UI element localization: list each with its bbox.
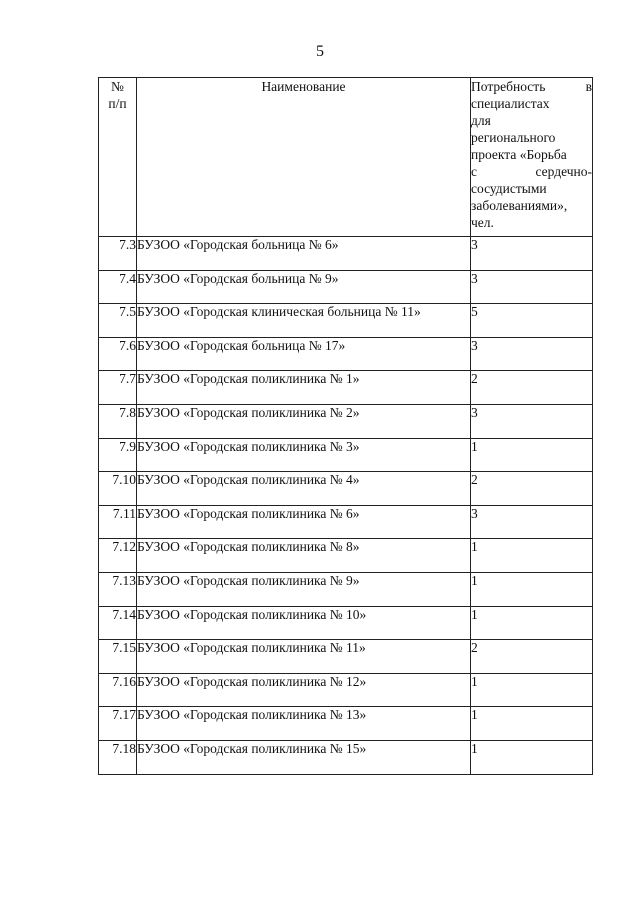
row-name: БУЗОО «Городская поликлиника № 11»: [137, 640, 471, 674]
row-need: 3: [471, 337, 593, 371]
table-row: [99, 237, 593, 271]
header-need-line: специалистах: [471, 96, 550, 111]
header-number-line: п/п: [108, 96, 127, 111]
table-row: [99, 270, 593, 304]
row-need: 1: [471, 539, 593, 573]
table-header-row: [99, 78, 593, 237]
header-number-line: №: [111, 79, 124, 94]
row-number: 7.10: [99, 472, 137, 506]
row-number: 7.16: [99, 673, 137, 707]
table-row: [99, 337, 593, 371]
row-name: БУЗОО «Городская поликлиника № 12»: [137, 673, 471, 707]
row-name: БУЗОО «Городская поликлиника № 6»: [137, 505, 471, 539]
row-name: БУЗОО «Городская больница № 17»: [137, 337, 471, 371]
table-row: [99, 572, 593, 606]
header-need-line: чел.: [471, 215, 494, 230]
row-number: 7.3: [99, 237, 137, 271]
row-need: 1: [471, 707, 593, 741]
row-name: БУЗОО «Городская больница № 6»: [137, 237, 471, 271]
table-row: [99, 472, 593, 506]
row-number: 7.15: [99, 640, 137, 674]
row-need: 3: [471, 270, 593, 304]
row-number: 7.12: [99, 539, 137, 573]
row-need: 1: [471, 606, 593, 640]
row-name: БУЗОО «Городская больница № 9»: [137, 270, 471, 304]
row-number: 7.13: [99, 572, 137, 606]
page-number: 5: [316, 43, 324, 60]
row-number: 7.8: [99, 404, 137, 438]
row-number: 7.6: [99, 337, 137, 371]
row-need: 3: [471, 237, 593, 271]
table-row: [99, 304, 593, 338]
table-row: [99, 404, 593, 438]
table-row: [99, 606, 593, 640]
header-need-line: сосудистыми: [471, 181, 547, 196]
row-number: 7.9: [99, 438, 137, 472]
header-need-line: с сердечно-: [471, 164, 592, 179]
row-number: 7.7: [99, 371, 137, 405]
row-name: БУЗОО «Городская клиническая больница № 11»: [137, 304, 471, 338]
row-number: 7.18: [99, 740, 137, 774]
table-row: [99, 740, 593, 774]
header-need-line: для: [471, 113, 491, 128]
row-need: 1: [471, 572, 593, 606]
header-number: [99, 78, 137, 237]
table-row: [99, 438, 593, 472]
row-need: 1: [471, 740, 593, 774]
header-name: Наименование: [137, 78, 471, 237]
row-need: 1: [471, 438, 593, 472]
header-need-line: заболеваниями»,: [471, 198, 568, 213]
row-need: 5: [471, 304, 593, 338]
header-need-line: проекта «Борьба: [471, 147, 567, 162]
specialists-table: [98, 77, 593, 775]
row-name: БУЗОО «Городская поликлиника № 13»: [137, 707, 471, 741]
row-name: БУЗОО «Городская поликлиника № 2»: [137, 404, 471, 438]
table-body: [99, 237, 593, 775]
row-name: БУЗОО «Городская поликлиника № 3»: [137, 438, 471, 472]
row-number: 7.5: [99, 304, 137, 338]
header-need-line: Потребность в: [471, 79, 592, 94]
row-name: БУЗОО «Городская поликлиника № 1»: [137, 371, 471, 405]
row-number: 7.11: [99, 505, 137, 539]
row-need: 3: [471, 404, 593, 438]
table-row: [99, 371, 593, 405]
row-need: 2: [471, 640, 593, 674]
row-need: 1: [471, 673, 593, 707]
row-need: 2: [471, 472, 593, 506]
table-row: [99, 673, 593, 707]
row-number: 7.14: [99, 606, 137, 640]
row-need: 3: [471, 505, 593, 539]
table-row: [99, 539, 593, 573]
row-name: БУЗОО «Городская поликлиника № 15»: [137, 740, 471, 774]
row-need: 2: [471, 371, 593, 405]
row-name: БУЗОО «Городская поликлиника № 10»: [137, 606, 471, 640]
header-need: [471, 78, 593, 237]
table-row: [99, 707, 593, 741]
row-number: 7.17: [99, 707, 137, 741]
row-name: БУЗОО «Городская поликлиника № 4»: [137, 472, 471, 506]
row-name: БУЗОО «Городская поликлиника № 8»: [137, 539, 471, 573]
header-need-line: регионального: [471, 130, 556, 145]
row-number: 7.4: [99, 270, 137, 304]
table-row: [99, 505, 593, 539]
row-name: БУЗОО «Городская поликлиника № 9»: [137, 572, 471, 606]
table-row: [99, 640, 593, 674]
